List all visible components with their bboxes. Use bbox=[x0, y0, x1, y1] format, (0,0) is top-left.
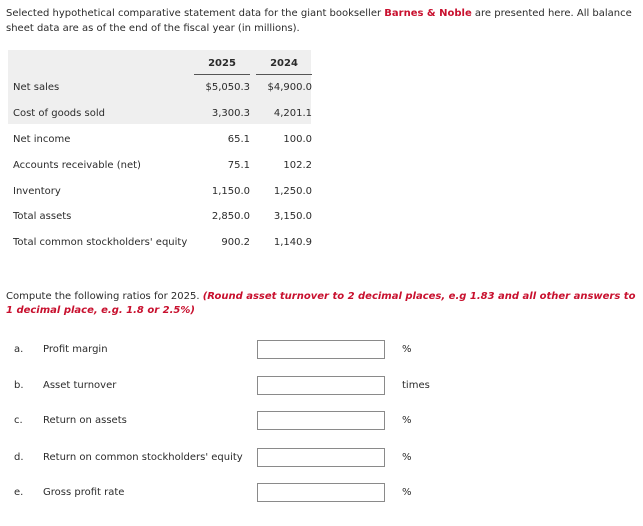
row-label: Accounts receivable (net) bbox=[13, 160, 141, 171]
value-2025: 2,850.0 bbox=[211, 211, 250, 222]
instructions-paragraph bbox=[6, 290, 638, 318]
column-header-2024: 2024 bbox=[270, 58, 298, 69]
unit-label: % bbox=[402, 487, 412, 498]
value-2025: $5,050.3 bbox=[205, 82, 250, 93]
value-2025: 3,300.3 bbox=[211, 108, 250, 119]
value-2025: 1,150.0 bbox=[211, 186, 250, 197]
value-2024: $4,900.0 bbox=[267, 82, 312, 93]
value-2024: 102.2 bbox=[283, 160, 312, 171]
question-profit-margin bbox=[0, 340, 643, 364]
column-underline-2025 bbox=[194, 74, 250, 75]
question-label: Return on common stockholders' equity bbox=[43, 452, 243, 463]
question-return-on-common-stockholders-equity bbox=[0, 448, 643, 472]
column-underline-2024 bbox=[256, 74, 312, 75]
instructions-text: Compute the following ratios for 2025. bbox=[6, 291, 203, 302]
return-on-equity-input[interactable] bbox=[257, 448, 385, 467]
asset-turnover-input[interactable] bbox=[257, 376, 385, 395]
intro-text-after: are presented here. All balance sheet data are as of the end of the fiscal year (in millions). bbox=[6, 8, 632, 34]
table-row-total-assets bbox=[8, 207, 311, 229]
question-return-on-assets bbox=[0, 411, 643, 435]
unit-label: % bbox=[402, 415, 412, 426]
question-letter: a. bbox=[14, 344, 24, 355]
value-2024: 3,150.0 bbox=[273, 211, 312, 222]
table-row-total-common-stockholders-equity bbox=[8, 233, 311, 255]
intro-paragraph bbox=[6, 6, 638, 36]
profit-margin-input[interactable] bbox=[257, 340, 385, 359]
column-header-2025: 2025 bbox=[208, 58, 236, 69]
return-on-assets-input[interactable] bbox=[257, 411, 385, 430]
unit-label: % bbox=[402, 344, 412, 355]
gross-profit-rate-input[interactable] bbox=[257, 483, 385, 502]
row-label: Cost of goods sold bbox=[13, 108, 106, 119]
question-label: Asset turnover bbox=[43, 380, 117, 391]
question-letter: d. bbox=[14, 452, 24, 463]
table-row-net-sales bbox=[8, 78, 311, 100]
row-label: Net sales bbox=[13, 82, 60, 93]
question-letter: e. bbox=[14, 487, 24, 498]
question-asset-turnover bbox=[0, 376, 643, 400]
table-row-accounts-receivable bbox=[8, 156, 311, 178]
table-row-net-income bbox=[8, 130, 311, 152]
table-row-inventory bbox=[8, 182, 311, 204]
unit-label: times bbox=[402, 380, 430, 391]
value-2025: 65.1 bbox=[227, 134, 250, 145]
intro-text-before: Selected hypothetical comparative statement data for the giant bookseller bbox=[6, 8, 385, 19]
value-2024: 100.0 bbox=[283, 134, 312, 145]
row-label: Total assets bbox=[13, 211, 72, 222]
table-row-cost-of-goods-sold bbox=[8, 104, 311, 126]
value-2024: 4,201.1 bbox=[273, 108, 312, 119]
rounding-instructions: (Round asset turnover to 2 decimal places, e.g 1.83 and all other answers to 1 decimal place, e.g. 1.8 or 2.5%) bbox=[6, 291, 636, 316]
row-label: Net income bbox=[13, 134, 71, 145]
value-2025: 75.1 bbox=[227, 160, 250, 171]
value-2024: 1,250.0 bbox=[273, 186, 312, 197]
question-gross-profit-rate bbox=[0, 483, 643, 507]
question-label: Profit margin bbox=[43, 344, 108, 355]
value-2024: 1,140.9 bbox=[273, 237, 312, 248]
question-letter: c. bbox=[14, 415, 23, 426]
brand-name: Barnes & Noble bbox=[384, 8, 472, 19]
row-label: Total common stockholders' equity bbox=[13, 237, 188, 248]
question-letter: b. bbox=[14, 380, 24, 391]
row-label: Inventory bbox=[13, 186, 61, 197]
question-label: Gross profit rate bbox=[43, 487, 125, 498]
unit-label: % bbox=[402, 452, 412, 463]
question-label: Return on assets bbox=[43, 415, 127, 426]
value-2025: 900.2 bbox=[221, 237, 250, 248]
